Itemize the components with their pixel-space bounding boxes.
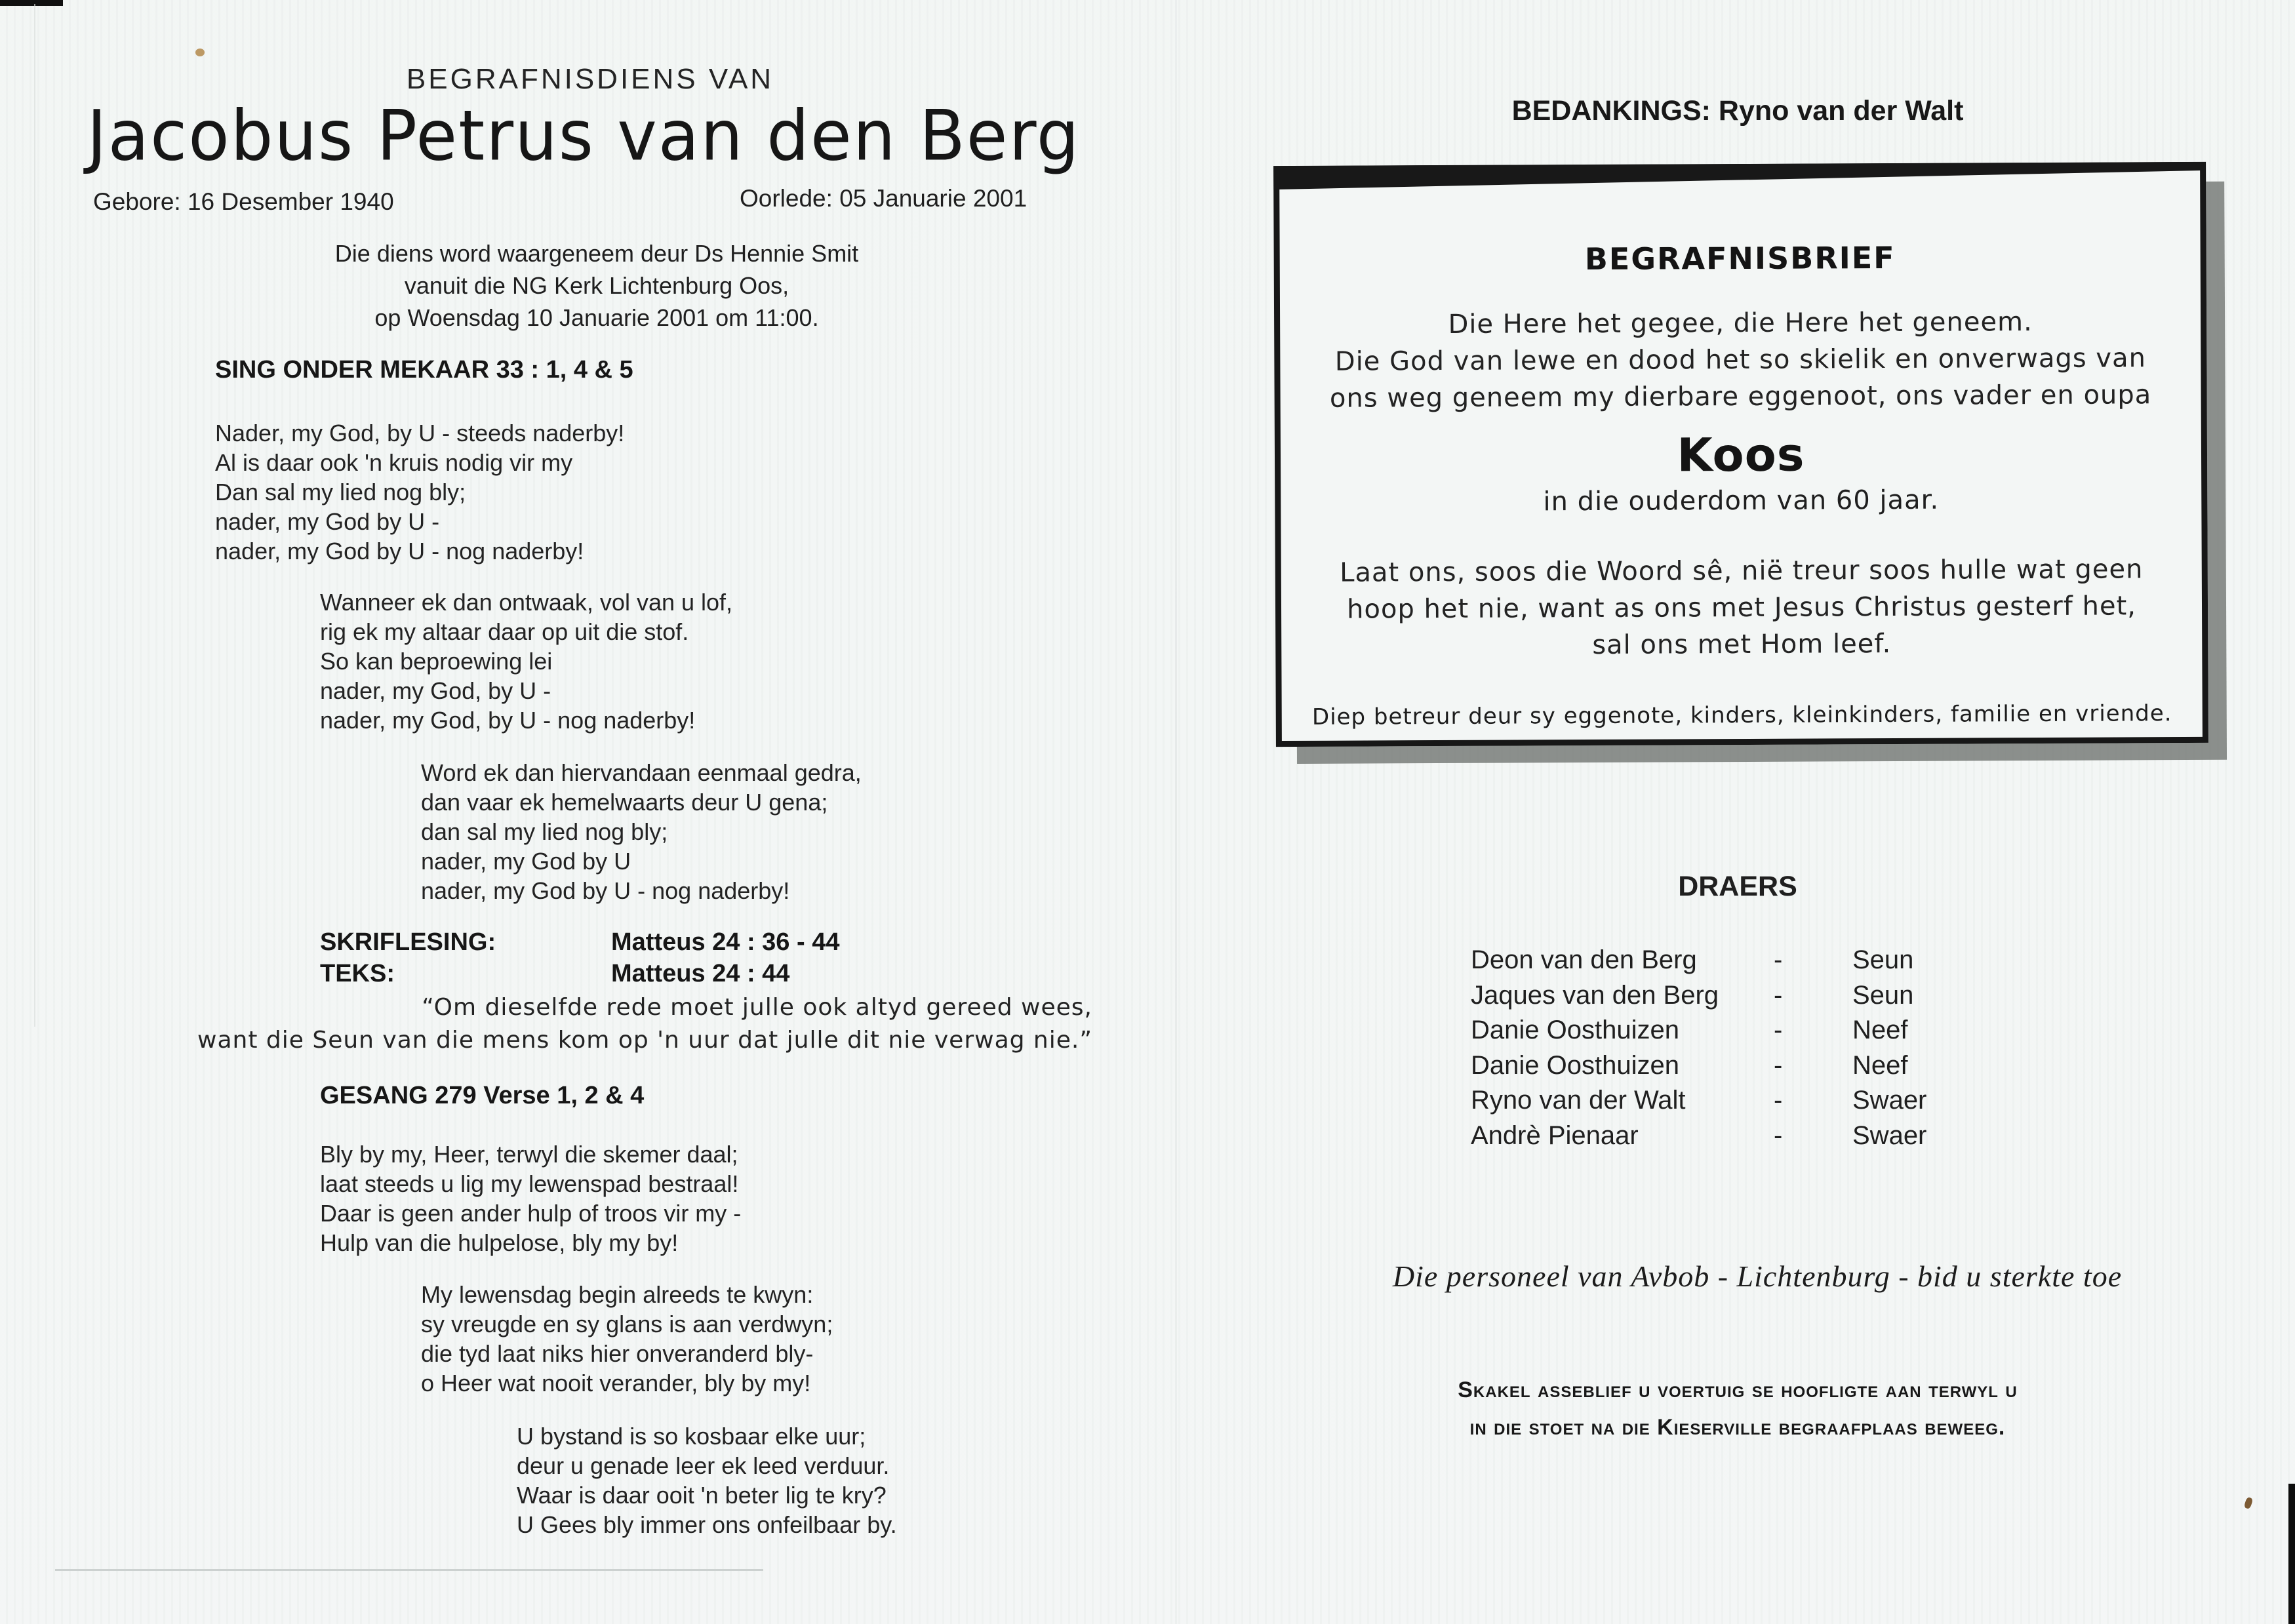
pallbearer-name: Danie Oosthuizen bbox=[1471, 1016, 1679, 1044]
hymn2-stanza-3 bbox=[517, 1421, 897, 1539]
pallbearer-name: Danie Oosthuizen bbox=[1471, 1050, 1679, 1080]
hymn-line: nader, my God, by U - bbox=[320, 677, 551, 704]
hymn-line: deur u genade leer ek leed verduur. bbox=[517, 1452, 890, 1479]
scan-edge-right bbox=[2288, 1484, 2295, 1624]
hymn2-stanza-2 bbox=[421, 1280, 833, 1398]
letter-line: Laat ons, soos die Woord sê, nië treur soos hulle wat geen bbox=[1340, 554, 2144, 588]
text-label: TEKS: bbox=[320, 960, 395, 987]
deceased-nickname: Koos bbox=[1677, 427, 1805, 483]
hymn2-stanza-1 bbox=[320, 1139, 741, 1258]
page-fold-crease bbox=[1175, 0, 1177, 1624]
hymn-line: die tyd laat niks hier onveranderd bly- bbox=[421, 1340, 814, 1367]
scan-edge-mark bbox=[0, 0, 63, 6]
hymn-line: Nader, my God, by U - steeds naderby! bbox=[215, 420, 625, 446]
dash-separator: - bbox=[1774, 1086, 1783, 1115]
pallbearer-role: Seun bbox=[1852, 980, 1914, 1010]
intro-line: Die diens word waargeneem deur Ds Hennie Smit bbox=[334, 240, 859, 267]
pallbearer-role: Seun bbox=[1852, 945, 1914, 974]
pallbearer-name: Andrè Pienaar bbox=[1471, 1120, 1639, 1150]
hymn1-stanza-1 bbox=[215, 418, 624, 566]
hymn-line: nader, my God, by U - nog naderby! bbox=[320, 707, 696, 734]
funeral-letter-paragraph-2 bbox=[1281, 551, 2203, 665]
funeral-letter-paragraph-1 bbox=[1280, 303, 2201, 417]
pallbearers-heading: DRAERS bbox=[1678, 871, 1797, 902]
funeral-letter-title: BEGRAFNISBRIEF bbox=[1584, 239, 1896, 277]
hymn-line: nader, my God by U bbox=[421, 848, 631, 875]
died-date: Oorlede: 05 Januarie 2001 bbox=[740, 185, 1028, 212]
letter-line: ons weg geneem my dierbare eggenoot, ons vader en oupa bbox=[1329, 380, 2152, 414]
dash-separator: - bbox=[1774, 1050, 1783, 1080]
service-heading: BEGRAFNISDIENS VAN bbox=[406, 63, 774, 95]
hymn-line: Wanneer ek dan ontwaak, vol van u lof, bbox=[320, 589, 733, 616]
hymn-line: My lewensdag begin alreeds te kwyn: bbox=[421, 1281, 814, 1308]
hymn-line: Daar is geen ander hulp of troos vir my - bbox=[320, 1200, 742, 1227]
quote-line: “Om dieselfde rede moet julle ook altyd gereed wees, bbox=[422, 994, 1092, 1021]
deceased-name: Jacobus Petrus van den Berg bbox=[87, 95, 1081, 177]
scripture-quote bbox=[197, 991, 1092, 1057]
pallbearer-role: Neef bbox=[1852, 1050, 1908, 1080]
hymn1-stanza-2 bbox=[320, 587, 732, 735]
quote-line: want die Seun van die mens kom op 'n uur dat julle dit nie verwag nie.” bbox=[197, 1027, 1092, 1054]
intro-line: vanuit die NG Kerk Lichtenburg Oos, bbox=[404, 272, 789, 299]
born-date: Gebore: 16 Desember 1940 bbox=[93, 188, 394, 215]
pallbearer-role: Swaer bbox=[1852, 1120, 1927, 1150]
hymn-line: o Heer wat nooit verander, bly by my! bbox=[421, 1370, 811, 1396]
hymn-line: nader, my God by U - bbox=[215, 508, 440, 535]
pallbearer-row bbox=[1471, 1083, 2225, 1119]
scan-page-edge-bottom bbox=[55, 1569, 763, 1571]
hymn-line: U Gees bly immer ons onfeilbaar by. bbox=[517, 1511, 897, 1538]
hymn-line: nader, my God by U - nog naderby! bbox=[215, 538, 584, 564]
service-intro bbox=[0, 237, 1193, 334]
scripture-reading-value: Matteus 24 : 36 - 44 bbox=[611, 928, 840, 956]
letter-line: Die God van lewe en dood het so skielik en onverwags van bbox=[1334, 343, 2147, 377]
hymn-line: nader, my God by U - nog naderby! bbox=[421, 877, 790, 904]
hymn1-stanza-3 bbox=[421, 758, 862, 905]
pallbearer-row bbox=[1471, 1119, 2225, 1154]
dash-separator: - bbox=[1774, 1016, 1783, 1044]
dash-separator: - bbox=[1774, 945, 1783, 974]
hymn2-heading: GESANG 279 Verse 1, 2 & 4 bbox=[320, 1082, 645, 1109]
hymn-line: Word ek dan hiervandaan eenmaal gedra, bbox=[421, 759, 862, 786]
pallbearer-name: Deon van den Berg bbox=[1471, 945, 1697, 974]
hymn-line: rig ek my altaar daar op uit die stof. bbox=[320, 618, 689, 645]
dash-separator: - bbox=[1774, 980, 1783, 1010]
avbob-staff-line: Die personeel van Avbob - Lichtenburg - bid u sterkte toe bbox=[1392, 1259, 2123, 1293]
hymn-line: So kan beproewing lei bbox=[320, 648, 553, 675]
pallbearers-list bbox=[1471, 943, 2225, 1153]
acknowledgements-line: BEDANKINGS: Ryno van der Walt bbox=[1511, 95, 1964, 127]
hymn-line: Hulp van die hulpelose, bly my by! bbox=[320, 1229, 679, 1256]
age-line: in die ouderdom van 60 jaar. bbox=[1543, 485, 1940, 517]
pallbearer-name: Jaques van den Berg bbox=[1471, 980, 1719, 1010]
mourning-line: Diep betreur deur sy eggenote, kinders, kleinkinders, familie en vriende. bbox=[1311, 700, 2172, 730]
hymn-line: Bly by my, Heer, terwyl die skemer daal; bbox=[320, 1141, 738, 1168]
pallbearer-row bbox=[1471, 943, 2225, 978]
intro-line: op Woensdag 10 Januarie 2001 om 11:00. bbox=[374, 304, 819, 331]
hymn-line: sy vreugde en sy glans is aan verdwyn; bbox=[421, 1311, 833, 1337]
pallbearer-row bbox=[1471, 1048, 2225, 1084]
pallbearer-name: Ryno van der Walt bbox=[1471, 1086, 1686, 1115]
hymn1-heading: SING ONDER MEKAAR 33 : 1, 4 & 5 bbox=[215, 356, 633, 384]
scripture-reading-label: SKRIFLESING: bbox=[320, 928, 496, 956]
pallbearer-row bbox=[1471, 1013, 2225, 1048]
text-value: Matteus 24 : 44 bbox=[611, 960, 790, 987]
hymn-line: dan sal my lied nog bly; bbox=[421, 818, 668, 845]
letter-line: sal ons met Hom leef. bbox=[1592, 629, 1892, 660]
hymn-line: Waar is daar ooit 'n beter lig te kry? bbox=[517, 1482, 887, 1509]
hymn-line: laat steeds u lig my lewenspad bestraal! bbox=[320, 1170, 739, 1197]
paper-speck bbox=[2244, 1497, 2254, 1509]
pallbearer-role: Neef bbox=[1852, 1016, 1908, 1044]
hymn-line: dan vaar ek hemelwaarts deur U gena; bbox=[421, 789, 828, 816]
letter-line: hoop het nie, want as ons met Jesus Christus gesterf het, bbox=[1347, 591, 2137, 625]
scan-fold-line-left bbox=[34, 4, 35, 1027]
dash-separator: - bbox=[1774, 1120, 1783, 1150]
pallbearer-role: Swaer bbox=[1852, 1086, 1927, 1115]
notice-line: in die stoet na die Kieserville begraafplaas beweeg. bbox=[1469, 1415, 2006, 1440]
hymn-line: U bystand is so kosbaar elke uur; bbox=[517, 1423, 866, 1450]
notice-line: Skakel asseblief u voertuig se hoofligte aan terwyl u bbox=[1458, 1377, 2018, 1402]
funeral-letter-box bbox=[1273, 162, 2208, 747]
procession-notice bbox=[1180, 1372, 2295, 1446]
hymn-line: Al is daar ook 'n kruis nodig vir my bbox=[215, 449, 573, 476]
letter-line: Die Here het gegee, die Here het geneem. bbox=[1448, 307, 2033, 340]
paper-speck bbox=[195, 49, 205, 56]
hymn-line: Dan sal my lied nog bly; bbox=[215, 479, 466, 505]
pallbearer-row bbox=[1471, 978, 2225, 1014]
